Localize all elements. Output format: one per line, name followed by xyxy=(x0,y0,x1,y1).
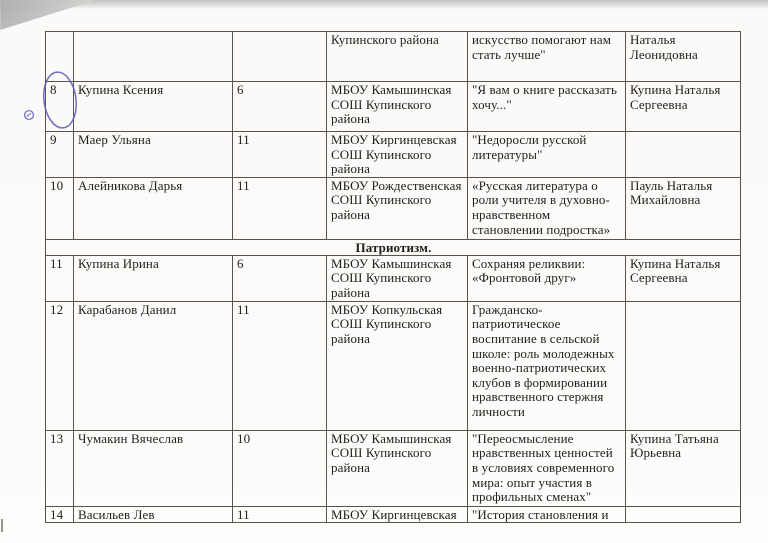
participants-table xyxy=(45,31,741,523)
scan-edge-shadow xyxy=(0,0,768,9)
cell-topic: "Переосмысление нравственных ценностей в условиях современного мира: опыт участия в профильных сменах" xyxy=(468,430,626,506)
cell-topic: Сохраняя реликвии: «Фронтовой друг» xyxy=(468,255,626,301)
cell-topic: Гражданско-патриотическое воспитание в сельской школе: роль молодежных военно-патриотических клубов в формировании нравственного стержня личности xyxy=(468,301,626,430)
pen-circle-annotation xyxy=(38,66,84,134)
cell-name: Маер Ульяна xyxy=(74,132,233,178)
cell-name xyxy=(74,32,233,82)
table-row xyxy=(46,177,741,239)
table-row xyxy=(46,32,741,82)
cell-num: 8 xyxy=(46,82,74,132)
cell-topic: "Я вам о книге рассказать хочу..." xyxy=(468,82,626,132)
cell-school: МБОУ Рождественская СОШ Купинского района xyxy=(327,177,468,239)
cell-name: Купина Ксения xyxy=(74,82,233,132)
cell-grade: 11 xyxy=(233,132,327,178)
cell-school: МБОУ Камышинская СОШ Купинского района xyxy=(327,255,468,301)
cell-teacher: Купина Татьяна Юрьевна xyxy=(626,430,741,506)
cell-school: МБОУ Киргинцевская СОШ Купинского района xyxy=(327,132,468,178)
cell-teacher: Наталья Леонидовна xyxy=(626,32,741,82)
cell-name: Алейникова Дарья xyxy=(74,177,233,239)
cell-num: 12 xyxy=(46,301,74,430)
cell-teacher xyxy=(626,506,741,523)
page-corner-mark xyxy=(1,519,3,532)
cell-teacher xyxy=(626,301,741,430)
cell-grade: 11 xyxy=(233,177,327,239)
table-row xyxy=(46,132,741,178)
table-row xyxy=(46,506,741,523)
cell-num: 10 xyxy=(46,177,74,239)
table-row xyxy=(46,430,741,506)
table-row xyxy=(46,255,741,301)
section-header: Патриотизм. xyxy=(46,239,741,255)
cell-school: МБОУ Киргинцевская xyxy=(327,506,468,523)
cell-teacher: Купина Наталья Сергеевна xyxy=(626,82,741,132)
cell-name: Карабанов Данил xyxy=(74,301,233,430)
cell-topic: «Русская литература о роли учителя в духовно-нравственном становлении подростка» xyxy=(468,177,626,239)
table-row xyxy=(46,301,741,430)
table-row xyxy=(46,82,741,132)
cell-num: 14 xyxy=(46,506,74,523)
cell-grade: 6 xyxy=(233,255,327,301)
cell-school: МБОУ Копкульская СОШ Купинского района xyxy=(327,301,468,430)
pen-margin-mark xyxy=(21,107,37,123)
cell-topic: искусство помогают нам стать лучше" xyxy=(468,32,626,82)
cell-grade xyxy=(233,32,327,82)
cell-teacher: Купина Наталья Сергеевна xyxy=(626,255,741,301)
cell-num: 11 xyxy=(46,255,74,301)
cell-grade: 11 xyxy=(233,301,327,430)
cell-topic: "История становления и xyxy=(468,506,626,523)
cell-grade: 10 xyxy=(233,430,327,506)
section-row xyxy=(46,239,741,255)
cell-teacher: Пауль Наталья Михайловна xyxy=(626,177,741,239)
cell-grade: 6 xyxy=(233,82,327,132)
cell-school: Купинского района xyxy=(327,32,468,82)
cell-school: МБОУ Камышинская СОШ Купинского района xyxy=(327,82,468,132)
cell-name: Васильев Лев xyxy=(74,506,233,523)
scan-corner-shadow xyxy=(0,0,96,30)
cell-name: Купина Ирина xyxy=(74,255,233,301)
cell-teacher xyxy=(626,132,741,178)
cell-num: 9 xyxy=(46,132,74,178)
cell-grade: 11 xyxy=(233,506,327,523)
cell-school: МБОУ Камышинская СОШ Купинского района xyxy=(327,430,468,506)
cell-num: 13 xyxy=(46,430,74,506)
cell-name: Чумакин Вячеслав xyxy=(74,430,233,506)
cell-topic: "Недоросли русской литературы" xyxy=(468,132,626,178)
